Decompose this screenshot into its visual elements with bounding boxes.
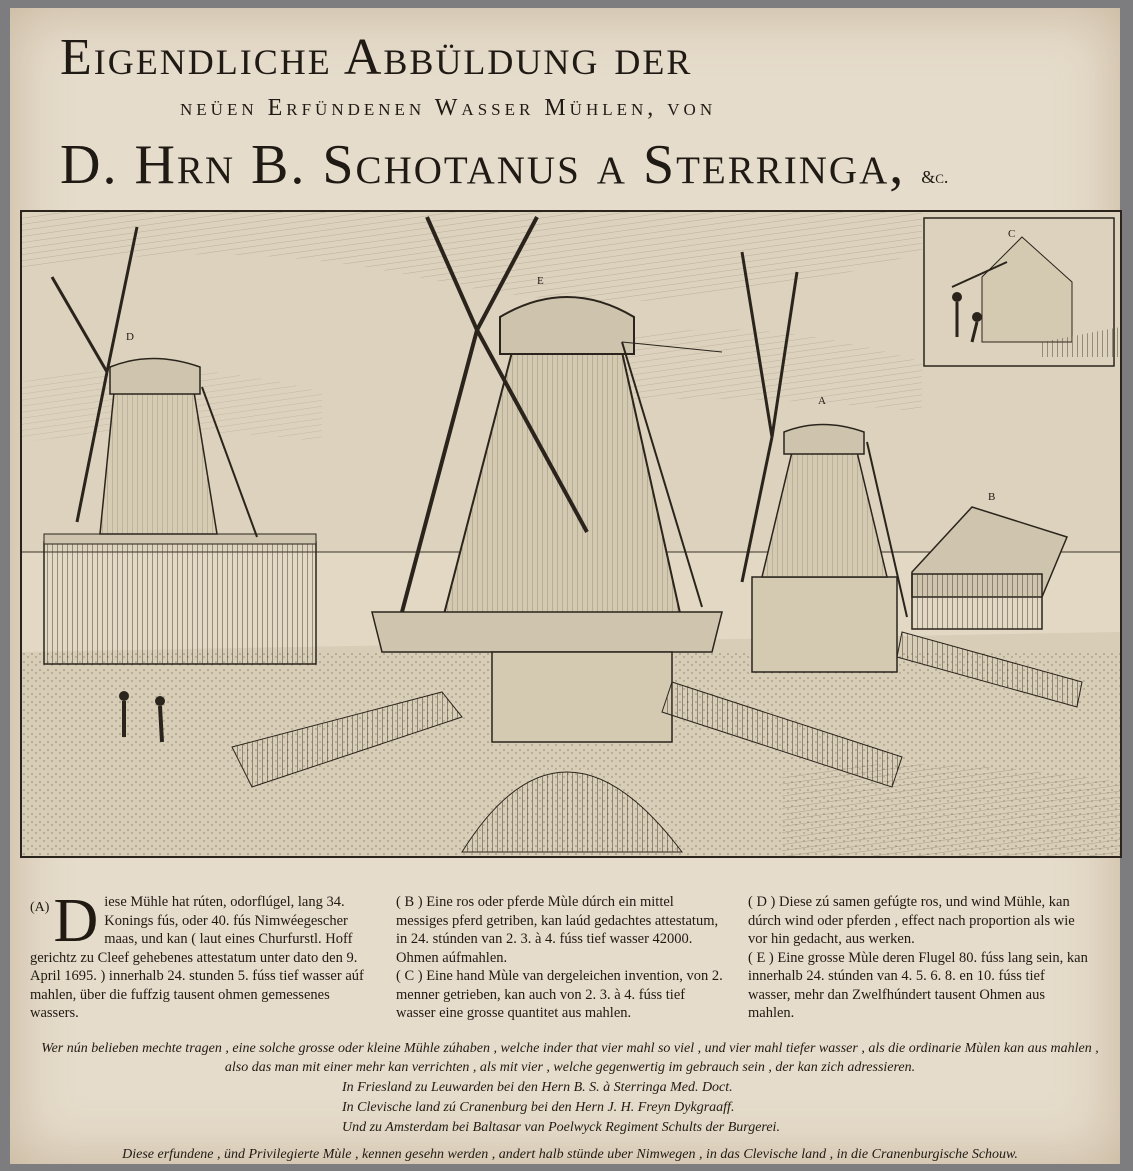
paragraph-b: ( B ) Eine ros oder pferde Mùle dúrch ein mittel messiges pferd getriben, kan laúd gedachtes attestatum, in 24. stúnden van 2. 3. à 4. fúss tief wasser 42000. Ohmen aúfmahlen. bbox=[396, 894, 719, 966]
engraving-plate bbox=[20, 210, 1122, 858]
paragraph-a: iese Mühle hat rúten, odorflúgel, lang 34. Konings fús, oder 40. fús Nimwéegescher maas, und kan ( laut eines Churfurstl. Hoff gerichtz zu Cleef gehebenes attestatum unter dato den 9. April 1695. ) innerhalb 24. stunden 5. fúss tief wasser aúf mahlen, über die fuffzig tausent ohmen gemessenes wassers. bbox=[30, 894, 364, 1021]
address-line: In Friesland zu Leuwarden bei den Hern B. S. à Sterringa Med. Doct. bbox=[342, 1080, 733, 1095]
marker-a: (A) bbox=[30, 900, 50, 915]
title-name: D. Hrn B. Schotanus a Sterringa, bbox=[60, 134, 906, 196]
title-line-2: neüen Erfündenen Wasser Mühlen, von bbox=[180, 95, 717, 121]
label-a: A bbox=[818, 395, 826, 407]
label-c: C bbox=[1008, 228, 1016, 240]
windmill-engraving bbox=[22, 212, 1120, 856]
column-b bbox=[396, 893, 726, 1023]
label-d: D bbox=[126, 331, 134, 343]
title-line-3 bbox=[60, 130, 1100, 212]
label-b: B bbox=[988, 491, 996, 503]
title-line-1: Eigendliche Abbüldung der bbox=[60, 29, 693, 86]
title-suffix: &c. bbox=[921, 167, 949, 187]
address-list bbox=[342, 1078, 1042, 1138]
dropcap: D bbox=[53, 887, 99, 955]
notice-paragraph: Wer nún belieben mechte tragen , eine solche grosse oder kleine Mühle zúhaben , welche inder that vier mahl so viel , und vier mahl tiefer wasser , als die ordinarie Mùlen kan aus mahlen , also das man mit einer mehr kan verrichten , als mit vier , welche gegenwertig im gebrauch sein , der kan zich adressieren. bbox=[41, 1041, 1099, 1075]
address-line: Und zu Amsterdam bei Baltasar van Poelwyck Regiment Schults der Burgerei. bbox=[342, 1120, 780, 1135]
column-c bbox=[748, 893, 1088, 1023]
inset-c bbox=[924, 218, 1120, 366]
label-e: E bbox=[537, 275, 544, 287]
footer-line: Diese erfundene , ünd Privilegierte Mùle , kennen gesehn werden , andert halb stünde uber Nimwegen , in das Clevische land , in die Cranenburgische Schouw. bbox=[122, 1147, 1018, 1162]
paragraph-d: ( D ) Diese zú samen gefúgte ros, und wind Mühle, kan dúrch wind oder pferden , effect nach proportion als wie vor hin gedacht, aus werken. bbox=[748, 894, 1075, 947]
address-line: In Clevische land zú Cranenburg bei den Hern J. H. Freyn Dykgraaff. bbox=[342, 1100, 735, 1115]
paragraph-c: ( C ) Eine hand Mùle van dergeleichen invention, von 2. menner getrieben, kan auch von 2. 3. à 4. fúss tief wasser eine grosse quantitet aus mahlen. bbox=[396, 968, 723, 1021]
paragraph-e: ( E ) Eine grosse Mùle deren Flugel 80. fúss lang sein, kan innerhalb 24. stúnden van 4. 5. 6. 8. en 10. fúss tief wasser, mehr dan Zwelfhúndert tausent Ohmen aus mahlen. bbox=[748, 949, 1088, 1021]
column-a bbox=[30, 887, 370, 1023]
print-sheet bbox=[10, 8, 1120, 1164]
